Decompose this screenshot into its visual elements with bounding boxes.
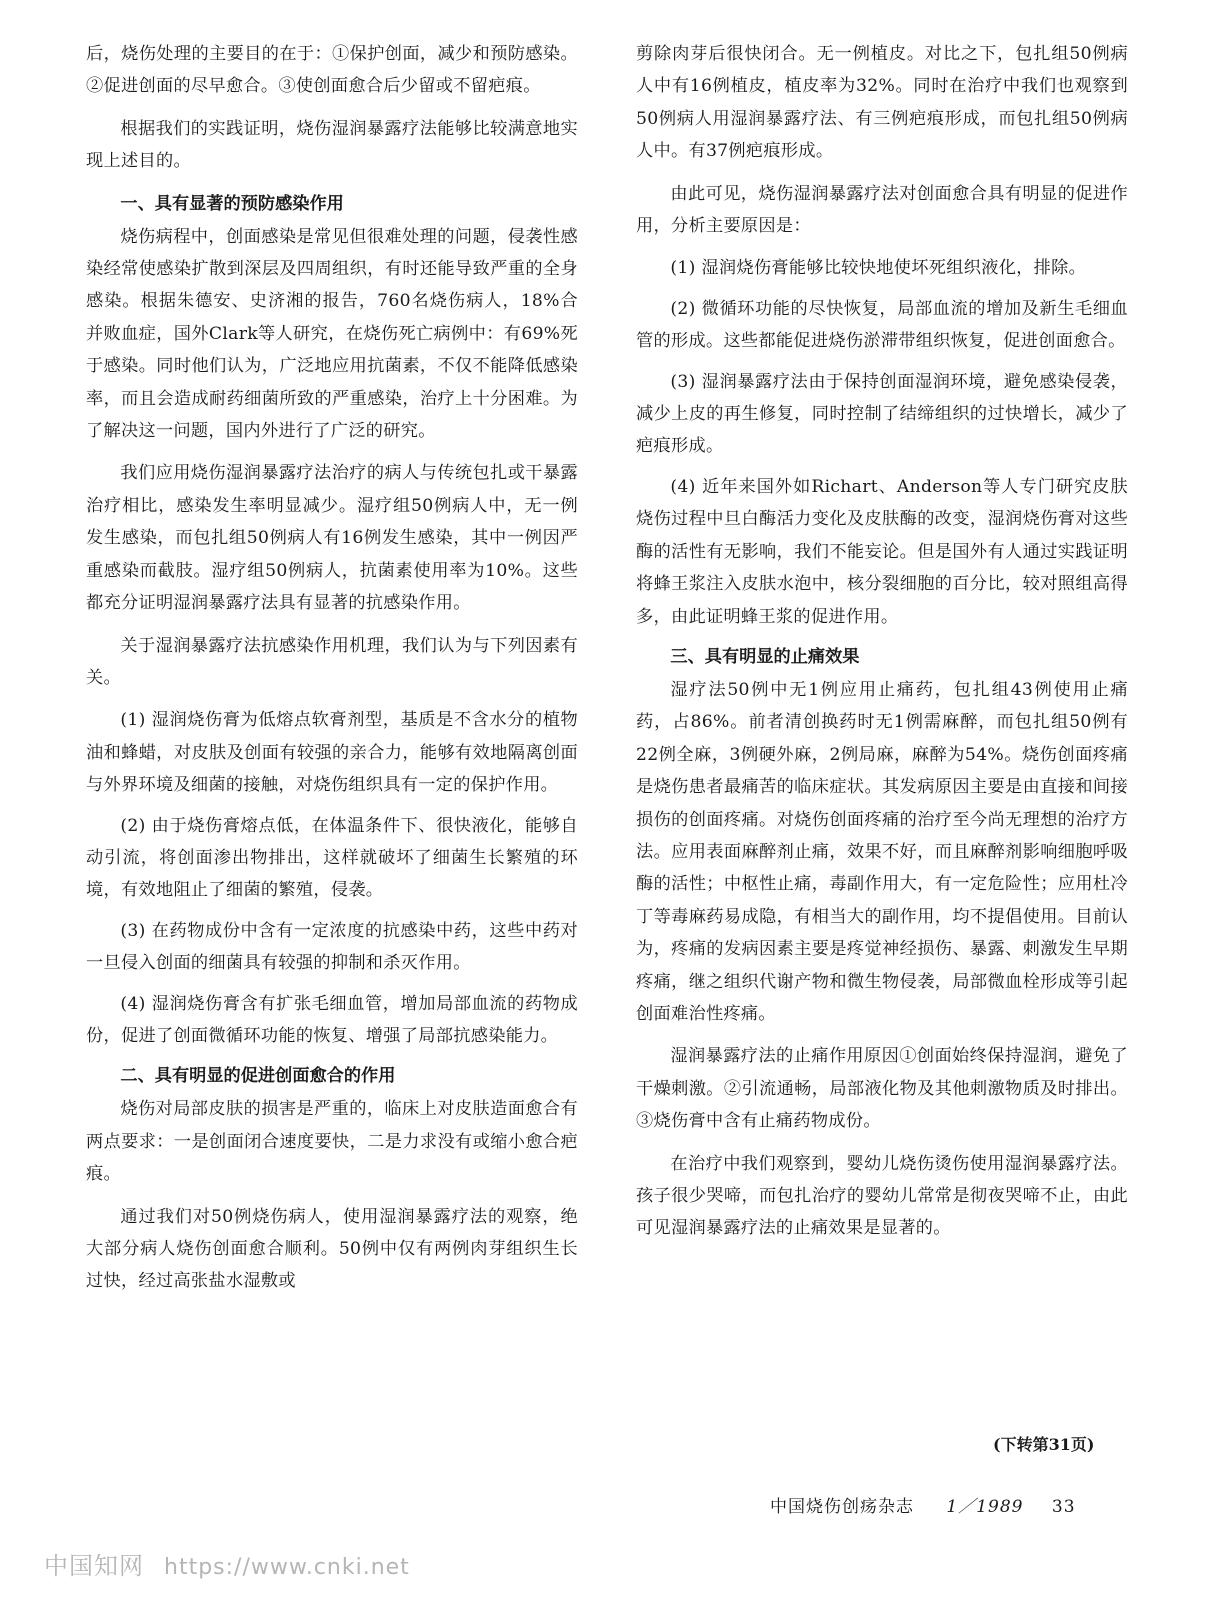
numbered-paragraph: (3) 湿润暴露疗法由于保持创面湿润环境，避免感染侵袭，减少上皮的再生修复，同时控制了结缔组织的过快增长，减少了疤痕形成。 [636,371,1128,457]
paragraph: 湿疗法50例中无1例应用止痛药，包扎组43例使用止痛药，占86%。前者清创换药时无1例需麻醉，而包扎组50例有22例全麻，3例硬外麻，2例局麻，麻醉为54%。烧伤创面疼痛是烧伤患者最痛苦的临床症状。其发病原因主要是由直接和间接损伤的创面疼痛。对烧伤创面疼痛的治疗至今尚无理想的治疗方法。应用表面麻醉剂止痛，效果不好，而且麻醉剂影响细胞呼吸酶的活性；中枢性止痛，毒副作用大，有一定危险性；应用杜冷丁等毒麻药易成隐，有相当大的副作用，均不提倡使用。目前认为，疼痛的发病因素主要是疼觉神经损伤、暴露、刺激发生早期疼痛，继之组织代谢产物和微生物侵袭，局部微血栓形成等引起创面难治性疼痛。 [636,679,1128,1024]
issue-number: 1／1989 [946,1497,1024,1517]
paragraph: 通过我们对50例烧伤病人，使用湿润暴露疗法的观察，绝大部分病人烧伤创面愈合顺利。50例中仅有两例肉芽组织生长过快，经过高张盐水湿敷或 [86,1206,578,1292]
paragraph: 在治疗中我们观察到，婴幼儿烧伤烫伤使用湿润暴露疗法。孩子很少哭啼，而包扎治疗的婴幼儿常常是彻夜哭啼不止，由此可见湿润暴露疗法的止痛效果是显著的。 [636,1153,1128,1239]
watermark-url: https://www.cnki.net [164,1555,410,1580]
section-heading: 一、具有显著的预防感染作用 [120,193,344,214]
numbered-paragraph: (2) 由于烧伤膏熔点低，在体温条件下、很快液化，能够自动引流，将创面渗出物排出，这样就破坏了细菌生长繁殖的环境，有效地阻止了细菌的繁殖，侵袭。 [86,815,578,901]
cnki-watermark [44,1546,410,1581]
paragraph: 烧伤对局部皮肤的损害是严重的，临床上对皮肤造面愈合有两点要求：一是创面闭合速度要快，二是力求没有或缩小愈合疤痕。 [86,1099,578,1185]
section-heading: 二、具有明显的促进创面愈合的作用 [120,1066,396,1087]
paragraph: 根据我们的实践证明，烧伤湿润暴露疗法能够比较满意地实现上述目的。 [86,118,578,172]
section-heading: 三、具有明显的止痛效果 [670,646,860,667]
numbered-paragraph: (4) 湿润烧伤膏含有扩张毛细血管，增加局部血流的药物成份，促进了创面微循环功能的恢复、增强了局部抗感染能力。 [86,993,578,1046]
watermark-name: 中国知网 [44,1552,144,1580]
paragraph: 后，烧伤处理的主要目的在于：①保护创面，减少和预防感染。②促进创面的尽早愈合。③使创面愈合后少留或不留疤痕。 [86,44,578,97]
paragraph: 我们应用烧伤湿润暴露疗法治疗的病人与传统包扎或干暴露治疗相比，感染发生率明显减少。湿疗组50例病人中，无一例发生感染，而包扎组50例病人有16例发生感染，其中一例因严重感染而截肢。湿疗组50例病人，抗菌素使用率为10%。这些都充分证明湿润暴露疗法具有显著的抗感染作用。 [86,463,578,614]
numbered-paragraph: (4) 近年来国外如Richart、Anderson等人专门研究皮肤烧伤过程中旦白酶活力变化及皮肤酶的改变，湿润烧伤膏对这些酶的活性有无影响，我们不能妄论。但是国外有人通过实践证明将蜂王浆注入皮肤水泡中，核分裂细胞的百分比，较对照组高得多，由此证明蜂王浆的促进作用。 [636,476,1128,627]
numbered-paragraph: (1) 湿润烧伤膏为低熔点软膏剂型，基质是不含水分的植物油和蜂蜡，对皮肤及创面有较强的亲合力，能够有效地隔离创面与外界环境及细菌的接触，对烧伤组织具有一定的保护作用。 [86,710,578,796]
left-column [86,38,578,1308]
page-footer [770,1492,1076,1517]
paragraph: 剪除肉芽后很快闭合。无一例植皮。对比之下，包扎组50例病人中有16例植皮，植皮率为32%。同时在治疗中我们也观察到50例病人用湿润暴露疗法、有三例疤痕形成，而包扎组50例病人中。有37例疤痕形成。 [636,44,1128,162]
paragraph: 关于湿润暴露疗法抗感染作用机理，我们认为与下列因素有关。 [86,635,578,688]
numbered-paragraph: (3) 在药物成份中含有一定浓度的抗感染中药，这些中药对一旦侵入创面的细菌具有较强的抑制和杀灭作用。 [86,920,578,974]
paragraph: 由此可见，烧伤湿润暴露疗法对创面愈合具有明显的促进作用，分析主要原因是： [636,183,1128,237]
continued-note: (下转第31页) [993,1435,1095,1454]
right-column [636,38,1128,1255]
journal-name: 中国烧伤创疡杂志 [770,1497,914,1517]
numbered-paragraph: (2) 微循环功能的尽快恢复，局部血流的增加及新生毛细血管的形成。这些都能促进烧伤淤滞带组织恢复，促进创面愈合。 [636,298,1128,352]
paragraph: 湿润暴露疗法的止痛作用原因①创面始终保持湿润，避免了干燥刺激。②引流通畅，局部液化物及其他刺激物质及时排出。③烧伤膏中含有止痛药物成份。 [636,1046,1128,1132]
paragraph: 烧伤病程中，创面感染是常见但很难处理的问题，侵袭性感染经常使感染扩散到深层及四周组织，有时还能导致严重的全身感染。根据朱德安、史济湘的报告，760名烧伤病人，18%合并败血症，国外Clark等人研究，在烧伤死亡病例中：有69%死于感染。同时他们认为，广泛地应用抗菌素，不仅不能降低感染率，而且会造成耐药细菌所致的严重感染，治疗上十分困难。为了解决这一问题，国内外进行了广泛的研究。 [86,226,578,442]
numbered-paragraph: (1) 湿润烧伤膏能够比较快地使坏死组织液化，排除。 [670,258,1087,279]
page-number: 33 [1051,1497,1076,1517]
